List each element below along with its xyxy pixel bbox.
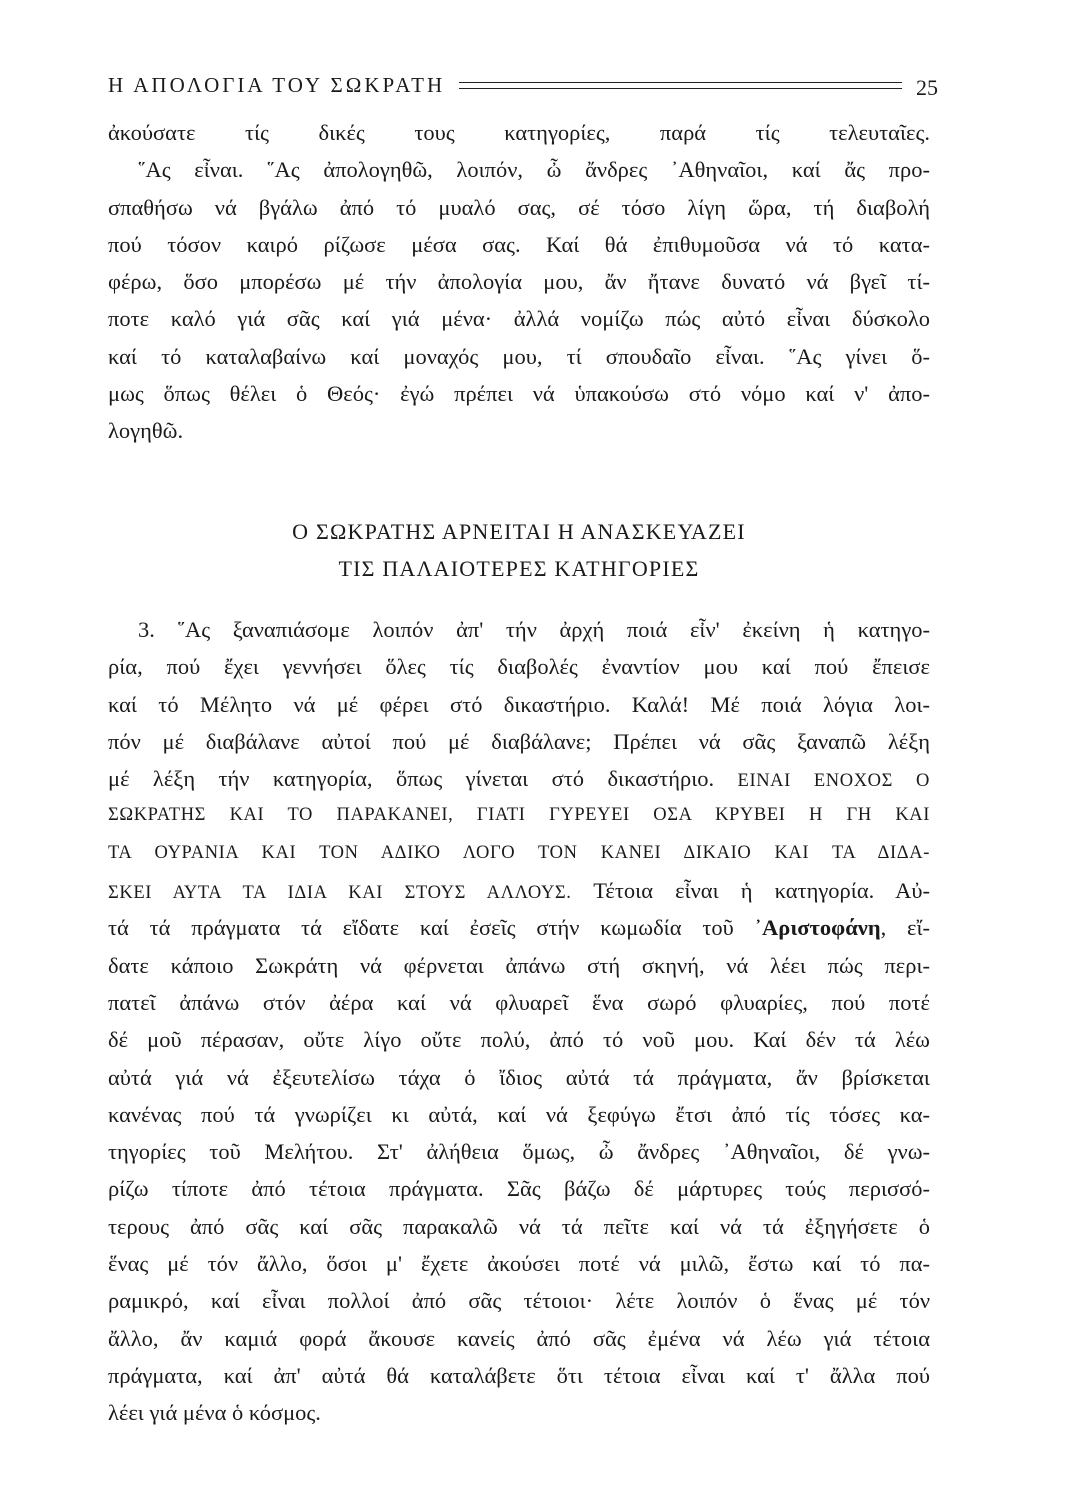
text-run: Τέτοια εἶναι ἡ κατηγορία. Αὐ- [593, 878, 930, 904]
paragraph-2 [108, 611, 930, 1432]
text-line: ἕνας μέ τόν ἄλλο, ὅσοι μ' ἔχετε ἀκούσει ποτέ νά μιλῶ, ἔστω καί τό πα- [108, 1251, 930, 1277]
text-line: σπαθήσω νά βγάλω ἀπό τό μυαλό σας, σέ τόσο λίγη ὥρα, τή διαβολή [108, 194, 930, 220]
text-line: κανένας πού τά γνωρίζει κι αὐτά, καί νά ξεφύγω ἔτσι ἀπό τίς τόσες κα- [108, 1101, 930, 1127]
text-line [108, 909, 930, 946]
text-line: δατε κάποιο Σωκράτη νά φέρνεται ἀπάνω στή σκηνή, νά λέει πώς περι- [108, 952, 930, 978]
text-line: καί τό Μέλητο νά μέ φέρει στό δικαστήριο. Καλά! Μέ ποιά λόγια λοι- [108, 691, 930, 717]
text-line: φέρω, ὅσο μπορέσω μέ τήν ἀπολογία μου, ἄν ἤτανε δυνατό νά βγεῖ τί- [108, 269, 930, 295]
text-run: μέ λέξη τήν κατηγορία, ὅπως γίνεται στό δικαστήριο. [108, 766, 715, 792]
text-line: δέ μοῦ πέρασαν, οὔτε λίγο οὔτε πολύ, ἀπό τό νοῦ μου. Καί δέν τά λέω [108, 1027, 930, 1053]
text-line: πού τόσον καιρό ρίζωσε μέσα σας. Καί θά ἐπιθυμοῦσα νά τό κατα- [108, 231, 930, 257]
text-line: τηγορίες τοῦ Μελήτου. Στ' ἀλήθεια ὅμως, ὦ ἄνδρες ᾿Αθηναῖοι, δέ γνω- [108, 1139, 930, 1165]
paragraph-1 [108, 114, 930, 450]
text-line: τερους ἀπό σᾶς καί σᾶς παρακαλῶ νά τά πεῖτε καί νά τά ἐξηγήσετε ὁ [108, 1213, 930, 1239]
aristophanes-name: ᾿Αριστοφάνη [754, 915, 881, 941]
text-line: αὐτά γιά νά ἐξευτελίσω τάχα ὁ ἴδιος αὐτά τά πράγματα, ἄν βρίσκεται [108, 1064, 930, 1090]
page-number: 25 [916, 75, 938, 100]
text-line: λέει γιά μένα ὁ κόσμος. [108, 1400, 321, 1426]
text-line: καί τό καταλαβαίνω καί μοναχός μου, τί σπουδαῖο εἶναι. ῞Ας γίνει ὅ- [108, 343, 930, 369]
running-head-double-rule [459, 82, 902, 89]
text-line [108, 872, 930, 909]
text-line: μως ὅπως θέλει ὁ Θεός· ἐγώ πρέπει νά ὑπακούσω στό νόμο καί ν' ἀπο- [108, 381, 930, 407]
text-line: πράγματα, καί ἀπ' αὐτά θά καταλάβετε ὅτι τέτοια εἶναι καί τ' ἄλλα πού [108, 1362, 930, 1388]
section-heading-line-1: Ο ΣΩΚΡΑΤΗΣ ΑΡΝΕΙΤΑΙ Η ΑΝΑΣΚΕΥΑΖΕΙ [292, 519, 746, 544]
section-heading-line-2: ΤΙΣ ΠΑΛΑΙΟΤΕΡΕΣ ΚΑΤΗΓΟΡΙΕΣ [338, 556, 700, 581]
running-head [108, 68, 938, 102]
text-line: 3. ῞Ας ξαναπιάσομε λοιπόν ἀπ' τήν ἀρχή ποιά εἶν' ἐκείνη ἡ κατηγο- [138, 617, 930, 642]
text-line: ἄλλο, ἄν καμιά φορά ἄκουσε κανείς ἀπό σᾶς ἐμένα νά λέω γιά τέτοια [108, 1325, 930, 1351]
text-run: , εἴ- [880, 915, 930, 941]
indictment-text: ΣΚΕΙ ΑΥΤΑ ΤΑ ΙΔΙΑ ΚΑΙ ΣΤΟΥΣ ΑΛΛΟΥΣ. [108, 883, 572, 904]
indictment-line: ΤΑ ΟΥΡΑΝΙΑ ΚΑΙ ΤΟΝ ΑΔΙΚΟ ΛΟΓΟ ΤΟΝ ΚΑΝΕΙ ΔΙΚΑΙΟ ΚΑΙ ΤΑ ΔΙΔΑ- [108, 842, 930, 863]
section-heading [108, 513, 930, 587]
text-line: ρίζω τίποτε ἀπό τέτοια πράγματα. Σᾶς βάζω δέ μάρτυρες τούς περισσό- [108, 1176, 930, 1202]
text-line: ἀκούσατε τίς δικές τους κατηγορίες, παρά τίς τελευταῖες. [108, 120, 930, 145]
indictment-text: ΕΙΝΑΙ ΕΝΟΧΟΣ Ο [737, 771, 930, 792]
text-line: ποτε καλό γιά σᾶς καί γιά μένα· ἀλλά νομίζω πώς αὐτό εἶναι δύσκολο [108, 306, 930, 332]
text-line: πατεῖ ἀπάνω στόν ἀέρα καί νά φλυαρεῖ ἕνα σωρό φλυαρίες, πού ποτέ [108, 989, 930, 1015]
text-run: τά τά πράγματα τά εἴδατε καί ἐσεῖς στήν κωμωδία τοῦ [108, 915, 734, 941]
text-line: ῞Ας εἶναι. ῞Ας ἀπολογηθῶ, λοιπόν, ὦ ἄνδρες ᾿Αθηναῖοι, καί ἄς προ- [138, 157, 930, 183]
running-head-title: Η ΑΠΟΛΟΓΙΑ ΤΟΥ ΣΩΚΡΑΤΗ [108, 72, 446, 97]
indictment-line: ΣΩΚΡΑΤΗΣ ΚΑΙ ΤΟ ΠΑΡΑΚΑΝΕΙ, ΓΙΑΤΙ ΓΥΡΕΥΕΙ ΟΣΑ ΚΡΥΒΕΙ Η ΓΗ ΚΑΙ [108, 805, 930, 826]
text-line [108, 760, 930, 797]
text-line: πόν μέ διαβάλανε αὐτοί πού μέ διαβάλανε; Πρέπει νά σᾶς ξαναπῶ λέξη [108, 728, 930, 754]
text-line: ραμικρό, καί εἶναι πολλοί ἀπό σᾶς τέτοιοι· λέτε λοιπόν ὁ ἕνας μέ τόν [108, 1288, 930, 1314]
text-line: λογηθῶ. [108, 418, 184, 444]
text-line: ρία, πού ἔχει γεννήσει ὅλες τίς διαβολές ἐναντίον μου καί πού ἔπεισε [108, 654, 930, 680]
